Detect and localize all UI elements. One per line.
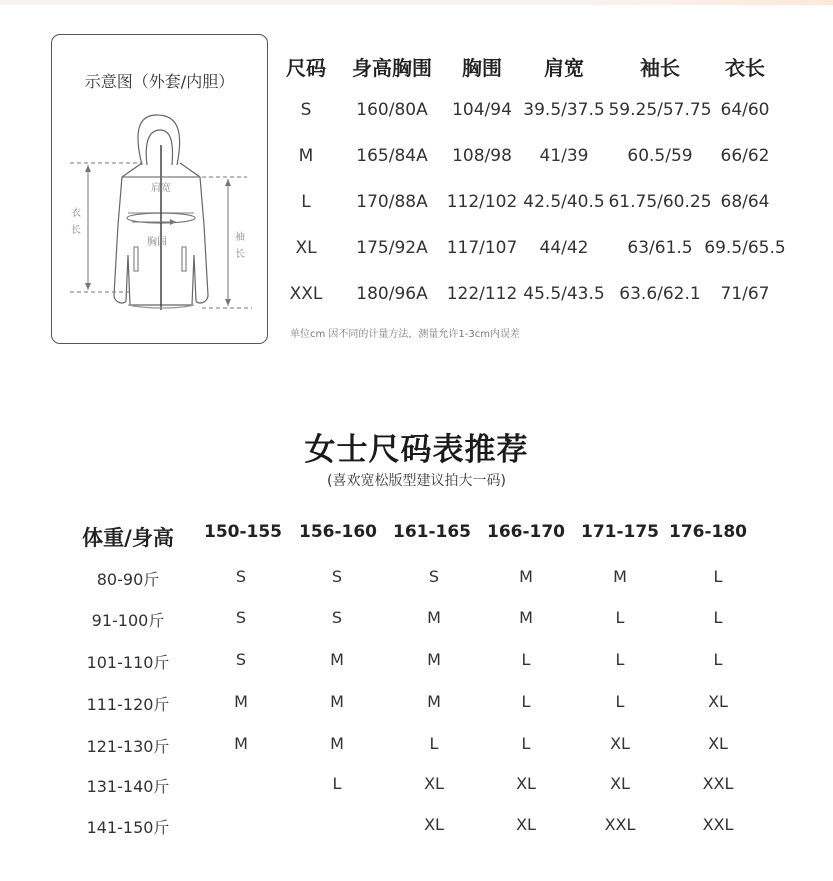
recommended-size-cell: M (519, 567, 533, 586)
recommended-size-cell: XL (424, 774, 444, 793)
weight-range-cell: 91-100斤 (91, 611, 165, 630)
rec-header-cell: 156-160 (298, 522, 378, 542)
weight-range-cell: 80-90斤 (96, 570, 160, 589)
recommended-size-cell: M (427, 608, 441, 627)
spec-row (280, 100, 820, 130)
recommended-size-cell: S (331, 567, 343, 586)
spec-value-cell: 63/61.5 (627, 238, 693, 258)
spec-value-cell: 175/92A (356, 238, 428, 258)
spec-value-cell: 41/39 (539, 146, 589, 166)
shoulder-label: 肩宽 (151, 183, 171, 194)
recommendation-row (0, 734, 833, 762)
spec-header-cell: 袖长 (640, 56, 680, 80)
recommended-size-cell: S (235, 567, 247, 586)
spec-value-cell: 45.5/43.5 (523, 284, 605, 304)
jacket-illustration (52, 105, 269, 345)
recommendation-subtitle: (喜欢宽松版型建议拍大一码) (327, 473, 506, 489)
spec-value-cell: 104/94 (452, 100, 512, 120)
recommended-size-cell: L (615, 608, 625, 627)
spec-value-cell: 71/67 (720, 284, 770, 304)
spec-value-cell: 42.5/40.5 (523, 192, 605, 212)
rec-header-cell: 150-155 (203, 522, 283, 542)
recommended-size-cell: M (234, 734, 248, 753)
spec-value-cell: 68/64 (720, 192, 770, 212)
sleeve-length-label-2: 长 (235, 249, 245, 260)
recommended-size-cell: L (521, 734, 531, 753)
spec-size-cell: XXL (289, 284, 323, 304)
jacket-diagram-card (51, 34, 268, 344)
recommendation-row (0, 815, 833, 843)
recommended-size-cell: S (331, 608, 343, 627)
spec-size-cell: L (301, 192, 311, 212)
spec-value-cell: 112/102 (446, 192, 518, 212)
recommended-size-cell: XXL (702, 815, 734, 834)
top-border (0, 0, 833, 5)
recommended-size-cell: XL (708, 692, 728, 711)
recommended-size-cell: M (613, 567, 627, 586)
spec-row (280, 284, 820, 314)
rec-header-cell: 体重/身高 (82, 526, 174, 550)
recommended-size-cell: M (330, 692, 344, 711)
spec-header-cell: 胸围 (462, 56, 502, 80)
recommended-size-cell: S (235, 650, 247, 669)
chest-label: 胸围 (147, 237, 167, 248)
spec-value-cell: 66/62 (720, 146, 770, 166)
recommended-size-cell: L (615, 692, 625, 711)
spec-row (280, 238, 820, 268)
weight-range-cell: 121-130斤 (86, 737, 170, 756)
spec-value-cell: 117/107 (446, 238, 518, 258)
spec-value-cell: 108/98 (452, 146, 512, 166)
rec-header-cell: 166-170 (486, 522, 566, 542)
spec-value-cell: 180/96A (356, 284, 428, 304)
recommended-size-cell: M (330, 734, 344, 753)
recommended-size-cell: L (521, 692, 531, 711)
recommended-size-cell: XL (610, 774, 630, 793)
recommendation-row (0, 608, 833, 636)
spec-value-cell: 60.5/59 (627, 146, 693, 166)
recommended-size-cell: L (521, 650, 531, 669)
spec-row (280, 192, 820, 222)
spec-header-cell: 肩宽 (544, 56, 584, 80)
spec-value-cell: 122/112 (446, 284, 518, 304)
spec-value-cell: 44/42 (539, 238, 589, 258)
rec-header-cell: 176-180 (668, 522, 748, 542)
weight-range-cell: 131-140斤 (86, 777, 170, 796)
spec-header-cell: 身高胸围 (352, 56, 432, 80)
spec-value-cell: 64/60 (720, 100, 770, 120)
recommended-size-cell: L (332, 774, 342, 793)
recommended-size-cell: M (427, 692, 441, 711)
recommendation-row (0, 650, 833, 678)
spec-value-cell: 59.25/57.75 (608, 100, 712, 120)
spec-value-cell: 170/88A (356, 192, 428, 212)
weight-range-cell: 141-150斤 (86, 818, 170, 837)
spec-row (280, 146, 820, 176)
spec-header-cell: 尺码 (286, 56, 326, 80)
recommended-size-cell: XL (708, 734, 728, 753)
spec-header-cell: 衣长 (725, 56, 765, 80)
recommended-size-cell: S (428, 567, 440, 586)
recommended-size-cell: M (234, 692, 248, 711)
recommended-size-cell: L (713, 650, 723, 669)
spec-size-cell: XL (295, 238, 317, 258)
recommended-size-cell: S (235, 608, 247, 627)
recommended-size-cell: XL (516, 815, 536, 834)
recommended-size-cell: L (713, 567, 723, 586)
recommended-size-cell: M (519, 608, 533, 627)
spec-value-cell: 39.5/37.5 (523, 100, 605, 120)
recommendation-title: 女士尺码表推荐 (304, 432, 529, 468)
recommended-size-cell: XL (610, 734, 630, 753)
weight-range-cell: 111-120斤 (86, 695, 170, 714)
weight-range-cell: 101-110斤 (86, 653, 170, 672)
spec-value-cell: 165/84A (356, 146, 428, 166)
diagram-title: 示意图（外套/内胆） (84, 72, 235, 91)
spec-value-cell: 160/80A (356, 100, 428, 120)
recommended-size-cell: L (429, 734, 439, 753)
recommended-size-cell: M (427, 650, 441, 669)
spec-value-cell: 61.75/60.25 (608, 192, 712, 212)
recommended-size-cell: XXL (604, 815, 636, 834)
spec-size-cell: M (298, 146, 314, 166)
recommended-size-cell: L (713, 608, 723, 627)
recommended-size-cell: XL (516, 774, 536, 793)
recommended-size-cell: M (330, 650, 344, 669)
recommendation-row (0, 692, 833, 720)
spec-value-cell: 63.6/62.1 (619, 284, 701, 304)
spec-value-cell: 69.5/65.5 (704, 238, 786, 258)
body-length-label-2: 长 (71, 225, 81, 236)
rec-header-cell: 161-165 (392, 522, 472, 542)
spec-note: 单位cm 因不同的计量方法，测量允许1-3cm内误差 (290, 329, 520, 340)
body-length-label-1: 衣 (71, 208, 81, 219)
recommended-size-cell: L (615, 650, 625, 669)
recommended-size-cell: XL (424, 815, 444, 834)
spec-header-row (280, 52, 820, 82)
sleeve-length-label-1: 袖 (235, 232, 245, 243)
recommendation-header-row (0, 522, 833, 550)
recommendation-row (0, 567, 833, 595)
recommended-size-cell: XXL (702, 774, 734, 793)
recommendation-row (0, 774, 833, 802)
spec-size-cell: S (300, 100, 312, 120)
rec-header-cell: 171-175 (580, 522, 660, 542)
